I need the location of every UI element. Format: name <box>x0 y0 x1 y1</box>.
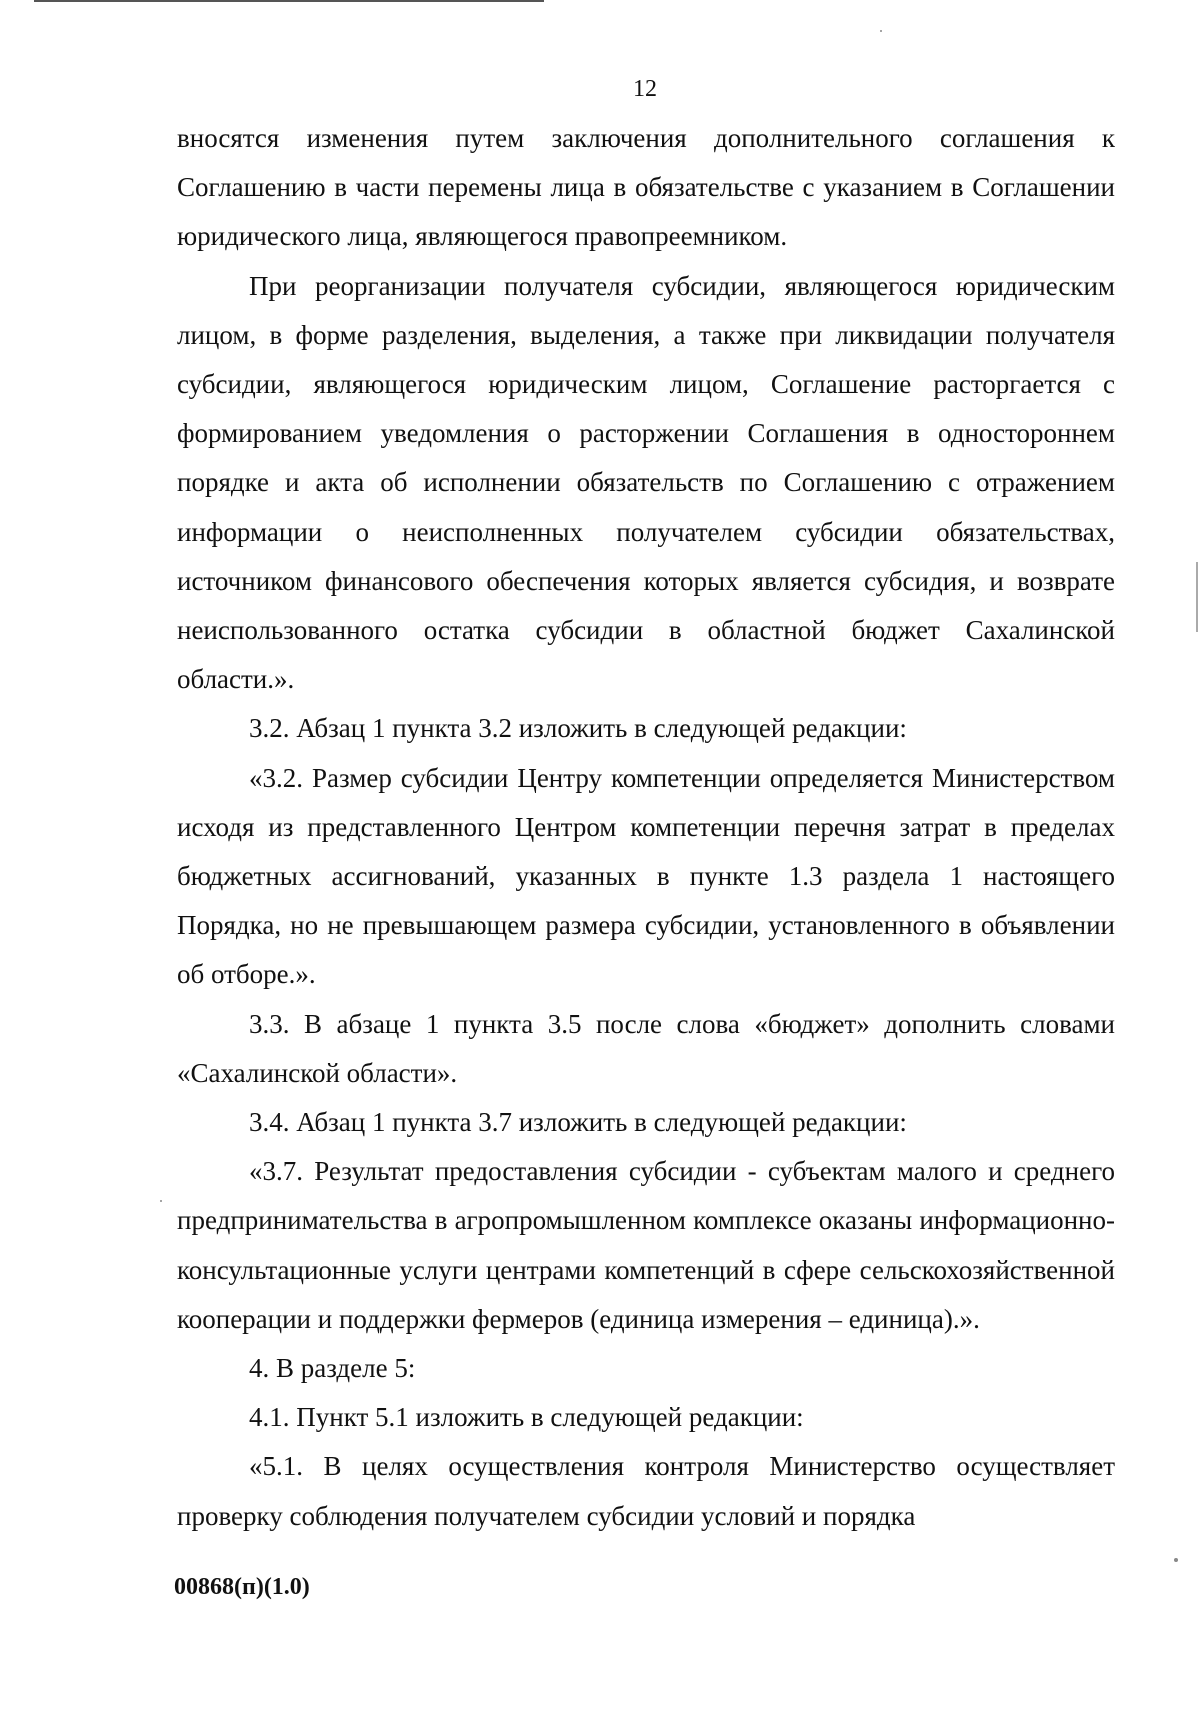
scan-speck <box>1174 1558 1178 1562</box>
document-body <box>177 114 1115 1541</box>
paragraph-5: 3.3. В абзаце 1 пункта 3.5 после слова «бюджет» дополнить словами «Сахалинской области». <box>177 1008 1115 1088</box>
paragraph-6: 3.4. Абзац 1 пункта 3.7 изложить в следующей редакции: <box>249 1107 907 1138</box>
paragraph-9: 4.1. Пункт 5.1 изложить в следующей редакции: <box>249 1402 804 1433</box>
scan-artifact-line <box>1196 562 1198 632</box>
paragraph-10: «5.1. В целях осуществления контроля Министерство осуществляет проверку соблюдения получателем субсидии условий и порядка <box>177 1451 1115 1531</box>
paragraph-4: «3.2. Размер субсидии Центру компетенции определяется Министерством исходя из представленного Центром компетенции перечня затрат в пределах бюджетных ассигнований, указанных в пункте 1.3 раздела 1 настоящего Порядка, но не превышающем размера субсидии, установленного в объявлении об отборе.». <box>177 762 1115 990</box>
paragraph-8: 4. В разделе 5: <box>249 1353 416 1384</box>
paragraph-3: 3.2. Абзац 1 пункта 3.2 изложить в следующей редакции: <box>249 713 907 744</box>
document-code: 00868(п)(1.0) <box>174 1574 310 1600</box>
paragraph-2: При реорганизации получателя субсидии, являющегося юридическим лицом, в форме разделения, выделения, а также при ликвидации получателя субсидии, являющегося юридическим лицом, Соглашение расторгается с формированием уведомления о расторжении Соглашения в одностороннем порядке и акта об исполнении обязательств по Соглашению с отражением информации о неисполненных получателем субсидии обязательствах, источником финансового обеспечения которых является субсидия, и возврате неиспользованного остатка субсидии в областной бюджет Сахалинской области.». <box>177 270 1115 695</box>
scan-speck <box>160 1200 162 1202</box>
paragraph-7: «3.7. Результат предоставления субсидии - субъектам малого и среднего предпринимательства в агропромышленном комплексе оказаны информационно-консультационные услуги центрами компетенций в сфере сельскохозяйственной кооперации и поддержки фермеров (единица измерения – единица).». <box>177 1156 1115 1334</box>
page-number: 12 <box>633 76 657 102</box>
scan-speck <box>880 30 882 32</box>
top-border-line <box>34 0 544 2</box>
paragraph-1: вносятся изменения путем заключения дополнительного соглашения к Соглашению в части перемены лица в обязательстве с указанием в Соглашении юридического лица, являющегося правопреемником. <box>177 123 1115 252</box>
